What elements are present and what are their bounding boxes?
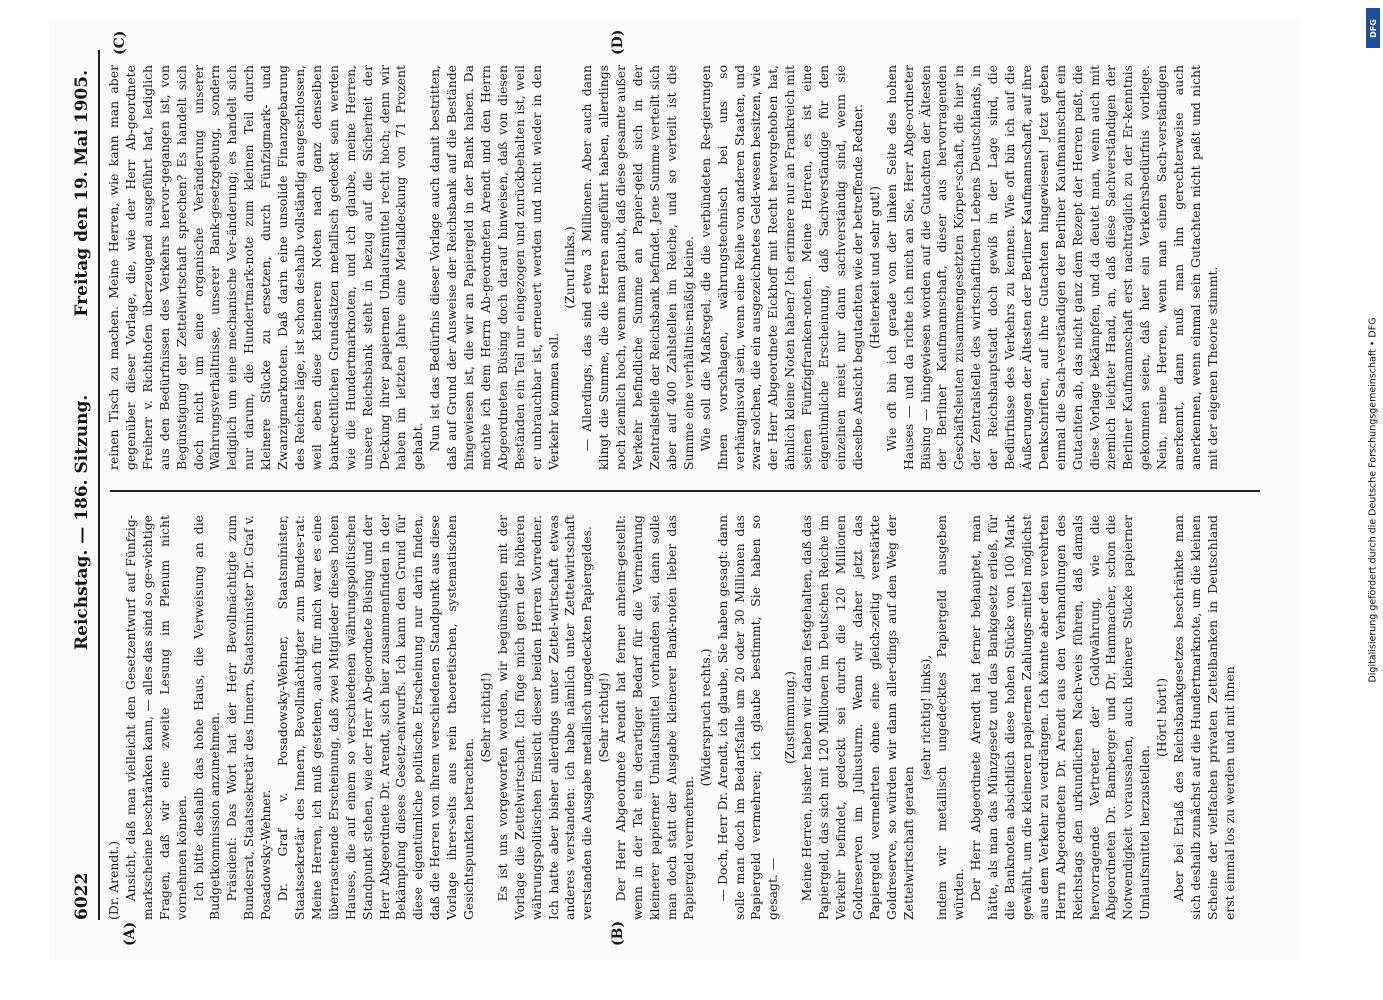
paragraph: (Heiterkeit und sehr gut!) [866, 186, 882, 349]
margin-mark-d: (D) [610, 29, 626, 55]
paragraph: Aber bei Erlaß des Reichsbankgesetzes beschränkte man sich deshalb zunächst auf die Hundertmarknote, um die kleinen Scheine der vielfachen privaten Zettelbanken in Deutschland erst einmal los zu werden und mit ihnen [1171, 515, 1237, 920]
session-date: Freitag den 19. Mai 1905. [72, 70, 92, 317]
dfg-logo: DFG [1366, 8, 1380, 48]
column-divider [110, 490, 1260, 492]
margin-mark-c: (C) [112, 30, 128, 55]
paragraph: Wie soll die Maßregel, die die verbündeten Re-gierungen Ihnen vorschlagen, währungstechnisch bei uns so verhängnisvoll sein, wenn eine Reihe von anderen Staaten, und zwar solchen, die ein ausgezeichnetes Geld-wesen besitzen, wie der Herr Abgeordnete Eickhoff mit Recht hervorgehoben hat, ähnlich kleine Noten haben? Ich erinnere nur an Frankreich mit seinen Fünfzigfranken-noten. Meine Herren, es ist eine eigentümliche Erscheinung, daß Sachverständige für den einzelnen meist nur dann sachverständig sind, wenn sie dieselbe Ansicht begutachten wie der betreffende Redner. [697, 65, 865, 470]
session-title: Reichstag. — 186. Sitzung. [72, 394, 92, 650]
margin-mark-b: (B) [610, 920, 626, 946]
paragraph: Es ist uns vorgeworfen worden, wir begünstigten mit der Vorlage die Zettelwirtschaft. Ich füge mich gern der höheren währungspolitischen Einsicht dieser beiden Herren Vorredner. Ich hatte aber bisher allerdings unter Zettel-wirtschaft etwas anderes verstanden: ich habe nämlich unter Zettelwirtschaft verstanden die Ausgabe metallisch ungedeckten Papiergeldes. [494, 515, 595, 920]
paragraph: Ich bitte deshalb das hohe Haus, die Verweisung an die Budgetkommission anzunehmen. [190, 515, 223, 920]
digitization-credit: Digitalisierung gefördert durch die Deutsche Forschungsgemeinschaft • DFG [1367, 317, 1379, 683]
paragraph: — Allerdings, das sind etwa 3 Millionen. Aber auch dann klingt die Summe, die die Herren angeführt haben, allerdings noch ziemlich hoch, wenn man glaubt, daß diese gesamte außer Verkehr befindliche Summe an Papier-geld sich in der Zentralstelle der Reichsbank befindet. Jene Summe verteilt sich aber auf 400 Zahlstellen im Reiche, und so verteilt ist die Summe eine verhältnis-mäßig kleine. [579, 65, 696, 470]
paragraph: Der Herr Abgeordnete Arendt hat ferner behauptet, man hätte, als man das Münzgesetz und das Bankgesetz erließ, für die Banknoten absichtlich diese hohen Stücke von 100 Mark gewählt, um die kleineren papiernen Zahlungs-mittel möglichst aus dem Verkehr zu verdrängen. Ich könnte aber den verehrten Herrn Abgeordneten Dr. Arendt aus den Verhandlungen des Reichstags den urkundlichen Nach-weis führen, daß damals hervorragende Vertreter der Goldwährung, wie die Abgeordneten Dr. Bamberger und Dr. Hammacher, schon die Notwendigkeit voraussahen, auch kleinere Stücke papierner Umlaufsmittel herzustellen. [968, 515, 1153, 920]
paragraph: Präsident: Das Wort hat der Herr Bevollmächtigte zum Bundesrat, Staatssekretär des Innern, Staatsminister Dr. Graf v. Posadowsky-Wehner. [224, 515, 274, 920]
paragraph: (Hört! hört!) [1154, 677, 1170, 758]
text-column-left [106, 515, 1280, 920]
page-header [68, 50, 100, 920]
paragraph: (Sehr richtig!) [596, 672, 612, 763]
paragraph: (Dr. Arendt.) [106, 840, 121, 920]
paragraph: (Sehr richtig!) [477, 672, 493, 763]
paragraph: — Doch, Herr Dr. Arendt, ich glaube, Sie haben gesagt: dann solle man doch im Bedarfsfalle um 20 oder 30 Millionen das Papiergeld vermehren; ich glaube bestimmt, Sie haben so gesagt. — [714, 515, 781, 920]
paragraph: indem wir metallisch ungedecktes Papiergeld ausgeben würden. [934, 515, 967, 920]
paragraph: (Zuruf links.) [562, 226, 578, 309]
paragraph: Dr. Graf v. Posadowsky-Wehner, Staatsminister, Staatssekretär des Innern, Bevollmächtigter zum Bundes-rat: Meine Herren, ich muß gestehen, auch für mich war es eine überraschende Erscheinung, daß zwei Mitglieder dieses hohen Hauses, die auf einem so verschiedenen währungspolitischen Standpunkt stehen, wie der Herr Ab-geordnete Büsing und der Herr Abgeordnete Dr. Arendt, sich hier zusammenfinden in der Bekämpfung dieses Gesetz-entwurfs. Ich kann den Grund für diese eigentümliche politische Erscheinung nur darin finden, daß die Herren von ihrem verschiedenen Standpunkt aus diese Vorlage ihrer-seits aus rein theoretischen, systematischen Gesichtspunkten betrachten. [275, 515, 477, 920]
margin-mark-a: (A) [122, 921, 138, 946]
paragraph: (sehr richtig! links), [917, 654, 933, 781]
paragraph: Meine Herren, bisher haben wir daran festgehalten, daß das Papiergeld, das sich mit 120 Millionen im Deutschen Reiche im Verkehr befindet, gedeckt sei durch die 120 Millionen Goldreserven im Juliusturm. Wenn wir daher jetzt das Papiergeld vermehrten ohne eine gleich-zeitig verstärkte Goldreserve, so würden wir dann aller-dings auf den Weg der Zettelwirtschaft geraten [799, 515, 916, 920]
page-number: 6022 [72, 872, 92, 920]
paragraph: Wie oft bin ich gerade von der linken Seite des hohen Hauses — und da richte ich mich an Sie, Herr Abge-ordneter Büsing — hingewiesen worden auf die Gutachten der Ältesten der Berliner Kaufmannschaft, dieser aus hervorragenden Geschäftsleuten zusammengesetzten Körper-schaft, die hier in der Zentralstelle des wirtschaftlichen Lebens Deutschlands, in der Reichshauptstadt doch gewiß in der Lage sind, die Bedürfnisse des Verkehrs zu kennen. Wie oft bin ich auf die Äußerungen der Ältesten der Berliner Kaufmannschaft, auf ihre Denkschriften, auf ihre Gutachten hingewiesen! Jetzt geben einmal die Sach-verständigen der Berliner Kaufmannschaft ein Gutachten ab, das nicht ganz dem Rezept der Herren paßt, die diese Vorlage bekämpfen, und da deutet man, wenn auch mit ziemlich leichter Hand, an, daß diese Sachverständigen der Berliner Kaufmannschaft erst nachträglich zu der Er-kenntnis gekommen seien, daß hier ein Verkehrsbedürfnis vorliege. Nein, meine Herren, wenn man einen Sach-verständigen anerkennt, dann muß man ihn gerechterweise auch anerkennen, wenn einmal sein Gutachten nicht paßt und nicht mit der eigenen Theorie stimmt. [883, 65, 1220, 470]
scanned-page [50, 20, 1300, 960]
text-column-right [106, 65, 1280, 470]
paragraph: Nun ist das Bedürfnis dieser Vorlage auch damit bestritten, daß auf Grund der Ausweise der Reichsbank auf die Bestände hingewiesen ist, die wir an Papiergeld in der Bank haben. Da möchte ich dem Herrn Ab-geordneten Arendt und den Herrn Abgeordneten Büsing doch darauf hinweisen, daß von diesen Beständen ein Teil nur eingezogen und zurückbehalten ist, weil er unbrauchbar ist, erneuert werden und nicht wieder in den Verkehr kommen soll. [427, 65, 561, 470]
paragraph: Der Herr Abgeordnete Arendt hat ferner anheim-gestellt: wenn in der Tat ein derartiger Bedarf für die Vermehrung kleinerer papierner Umlaufsmittel vorhanden sei, dann solle man doch statt der Ausgabe kleinerer Bank-noten lieber das Papiergeld vermehren. [613, 515, 696, 920]
paragraph: reinen Tisch zu machen. Meine Herren, wie kann man aber gegenüber dieser Vorlage, die, wie der Herr Ab-geordnete Freiherr v. Richthofen überzeugend ausgeführt hat, lediglich aus den Bedürfnissen des Verkehrs hervor-gegangen ist, von Begünstigung der Zettelwirtschaft sprechen? Es handelt sich doch nicht um eine organische Veränderung unserer Währungsverhältnisse, unserer Bank-gesetzgebung, sondern lediglich um eine mechanische Ver-änderung; es handelt sich nur darum, die Hundertmark-note zum kleinen Teil durch kleinere Stücke zu ersetzen, durch Fünfzigmark- und Zwanzigmarknoten. Daß darin eine unsolide Finanzgebarung des Reiches läge, ist schon deshalb vollständig ausgeschlossen, weil eben diese kleineren Noten nach ganz denselben bankrechtlichen Grundsätzen metallisch gedeckt sein werden wie die Hundertmarknoten, und ich glaube, meine Herren, unsere Reichsbank steht in bezug auf die Sicherheit der Deckung ihrer papiernen Umlaufsmittel recht hoch; denn wir haben im letzten Jahre eine Metalldeckung von 71 Prozent gehabt. [106, 65, 426, 470]
paragraph: (Widerspruch rechts.) [697, 648, 713, 787]
paragraph: (Zustimmung.) [782, 671, 798, 764]
paragraph: Ansicht, daß man vielleicht den Gesetzentwurf auf Fünfzig-markscheine beschränken kann, — alles das sind so ge-wichtige Fragen, daß wir eine zweite Lesung im Plenum nicht vornehmen können. [122, 515, 189, 920]
